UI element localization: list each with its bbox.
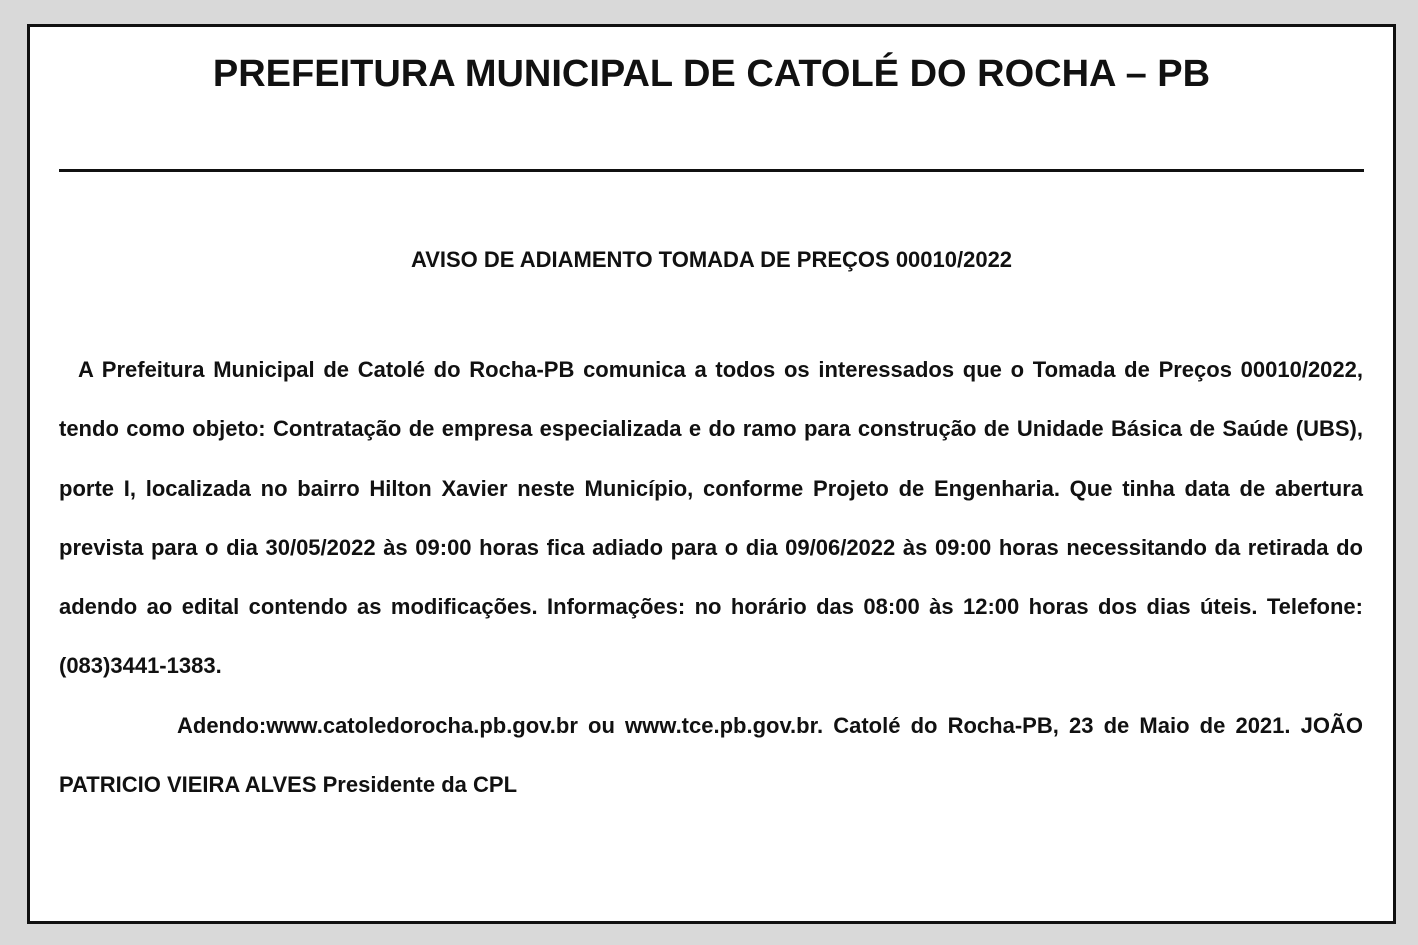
notice-body-paragraph: A Prefeitura Municipal de Catolé do Rocha-PB comunica a todos os interessados que o Tomada de Preços 00010/2022, tendo como objeto: Contratação de empresa especializada e do ramo para construção de Unidade Básica de Saúde (UBS), porte I, localizada no bairro Hilton Xavier neste Município, conforme Projeto de Engenharia. Que tinha data de abertura prevista para o dia 30/05/2022 às 09:00 horas fica adiado para o dia 09/06/2022 às 09:00 horas necessitando da retirada do adendo ao edital contendo as modificações. Informações: no horário das 08:00 às 12:00 horas dos dias úteis. Telefone:(083)3441-1383.: [59, 357, 1363, 679]
notice-box: [27, 24, 1396, 924]
header-divider: [59, 169, 1364, 172]
header-title: PREFEITURA MUNICIPAL DE CATOLÉ DO ROCHA – PB: [212, 53, 1211, 95]
notice-heading: AVISO DE ADIAMENTO TOMADA DE PREÇOS 00010/2022: [410, 247, 1013, 272]
notice-signature-paragraph: Adendo:www.catoledorocha.pb.gov.br ou www.tce.pb.gov.br. Catolé do Rocha-PB, 23 de Maio de 2021. JOÃO PATRICIO VIEIRA ALVES Presidente da CPL: [59, 713, 1363, 798]
